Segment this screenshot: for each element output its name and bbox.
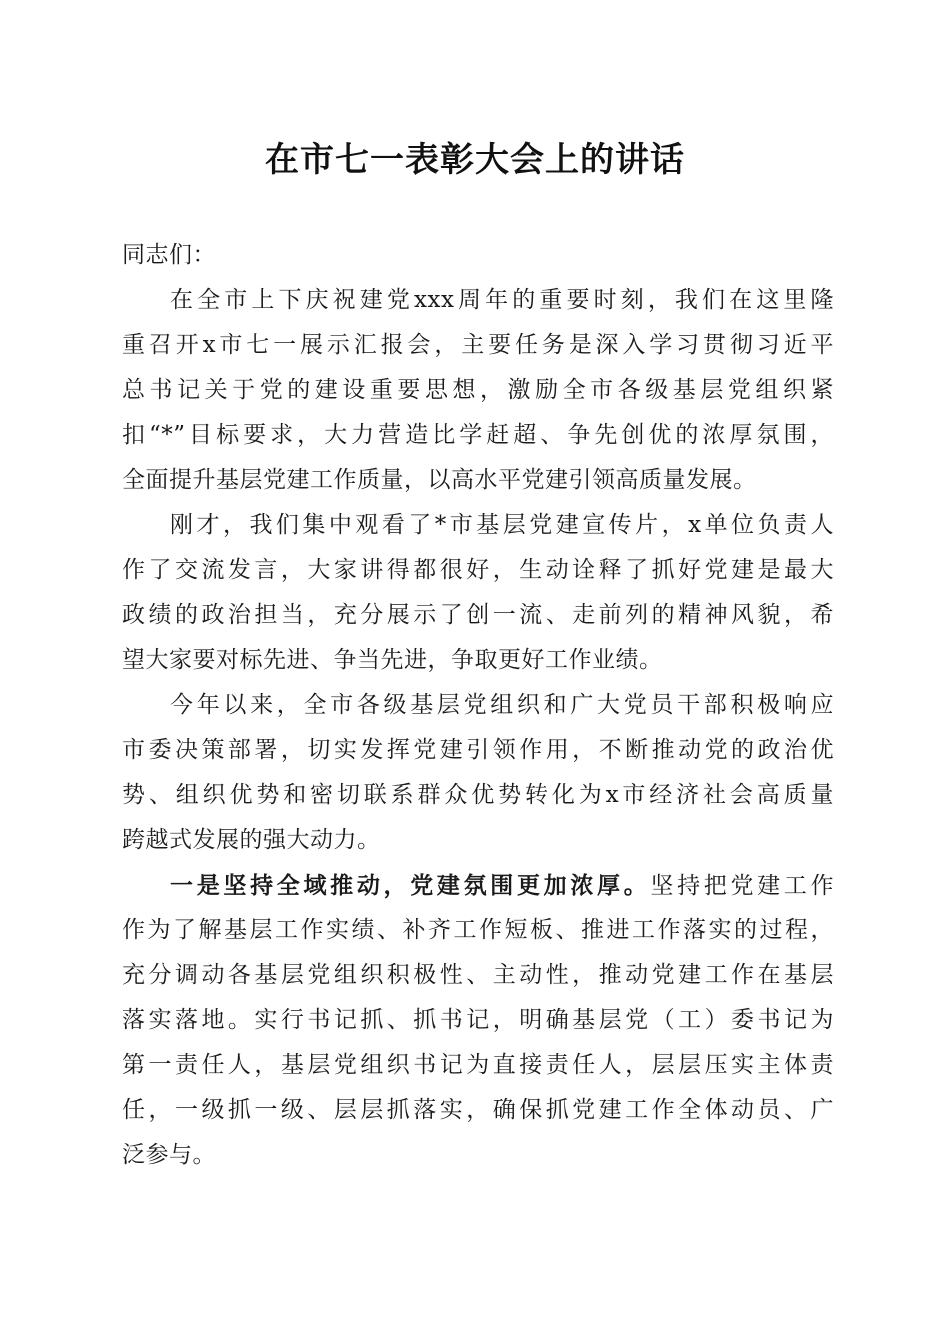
paragraph-4-line: 第一责任人，基层党组织书记为直接责任人，层层压实主体责 bbox=[122, 1052, 834, 1078]
paragraph-1-line: 总书记关于党的建设重要思想，激励全市各级基层党组织紧 bbox=[122, 377, 834, 403]
paragraph-4-line: 落实落地。实行书记抓、抓书记，明确基层党（工）委书记为 bbox=[122, 1007, 834, 1033]
document-title: 在市七一表彰大会上的讲话 bbox=[265, 140, 685, 180]
paragraph-4-line: 作为了解基层工作实绩、补齐工作短板、推进工作落实的过程， bbox=[122, 917, 834, 943]
paragraph-4-heading: 一是坚持全域推动，党建氛围更加浓厚。 bbox=[170, 872, 651, 899]
paragraph-1-line: 全面提升基层党建工作质量，以高水平党建引领高质量发展。 bbox=[122, 467, 757, 493]
paragraph-4-line: 任，一级抓一级、层层抓落实，确保抓党建工作全体动员、广 bbox=[122, 1097, 834, 1123]
paragraph-4-first-line bbox=[122, 863, 834, 908]
paragraph-4-line: 充分调动各基层党组织积极性、主动性，推动党建工作在基层 bbox=[122, 962, 834, 988]
paragraph-4-line: 泛参与。 bbox=[122, 1142, 216, 1168]
paragraph-2-line: 望大家要对标先进、争当先进，争取更好工作业绩。 bbox=[122, 647, 663, 673]
paragraph-2-line: 政绩的政治担当，充分展示了创一流、走前列的精神风貌，希 bbox=[122, 602, 834, 628]
paragraph-3-line: 市委决策部署，切实发挥党建引领作用，不断推动党的政治优 bbox=[122, 737, 834, 763]
paragraph-3-line: 跨越式发展的强大动力。 bbox=[122, 827, 381, 853]
paragraph-3-line: 势、组织优势和密切联系群众优势转化为x市经济社会高质量 bbox=[122, 782, 834, 808]
paragraph-1-line: 在全市上下庆祝建党xxx周年的重要时刻，我们在这里隆 bbox=[170, 287, 834, 313]
paragraph-2-line: 作了交流发言，大家讲得都很好，生动诠释了抓好党建是最大 bbox=[122, 557, 834, 583]
paragraph-3-line: 今年以来，全市各级基层党组织和广大党员干部积极响应 bbox=[170, 692, 834, 718]
paragraph-4-first-line-rest: 坚持把党建工作 bbox=[650, 873, 834, 899]
paragraph-1-line: 重召开x市七一展示汇报会，主要任务是深入学习贯彻习近平 bbox=[122, 332, 834, 358]
salutation: 同志们： bbox=[122, 242, 216, 268]
document-body bbox=[122, 233, 834, 1178]
paragraph-2-line: 刚才，我们集中观看了*市基层党建宣传片，x单位负责人 bbox=[170, 512, 834, 538]
paragraph-1-line: 扣“*”目标要求，大力营造比学赶超、争先创优的浓厚氛围， bbox=[122, 422, 834, 448]
